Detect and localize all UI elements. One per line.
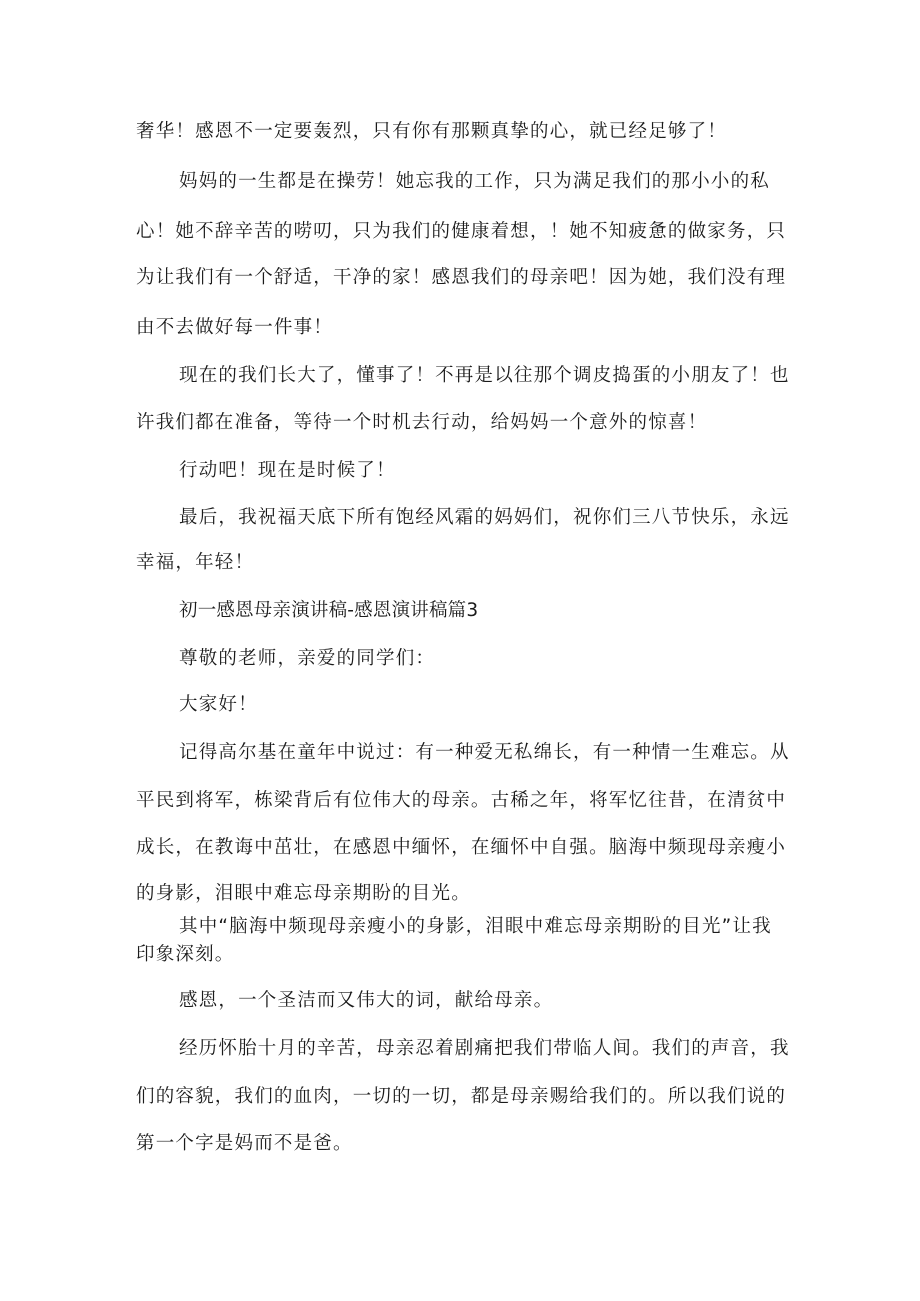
paragraph-line: 平民到将军，栋梁背后有位伟大的母亲。古稀之年，将军忆往昔，在清贫中 — [136, 790, 787, 811]
paragraph-line: 们的容貌，我们的血肉，一切的一切，都是母亲赐给我们的。所以我们说的 — [136, 1086, 787, 1107]
paragraph-line: 的身影，泪眼中难忘母亲期盼的目光。 — [136, 883, 471, 904]
paragraph-line: 心！她不辞辛苦的唠叨，只为我们的健康着想，！她不知疲惫的做家务，只 — [136, 221, 787, 242]
greeting: 大家好！ — [179, 694, 258, 715]
paragraph-line: 由不去做好每一件事！ — [136, 317, 334, 338]
paragraph-line: 经历怀胎十月的辛苦，母亲忍着剧痛把我们带临人间。我们的声音，我 — [179, 1038, 790, 1059]
paragraph-line: 奢华！感恩不一定要轰烈，只有你有那颗真挚的心，就已经足够了！ — [136, 121, 728, 142]
paragraph-line: 其中“脑海中频现母亲瘦小的身影，泪眼中难忘母亲期盼的目光”让我 — [179, 916, 772, 937]
paragraph-line: 为让我们有一个舒适，干净的家！感恩我们的母亲吧！因为她，我们没有理 — [136, 267, 787, 288]
paragraph-line: 印象深刻。 — [136, 944, 235, 965]
paragraph-line: 感恩，一个圣洁而又伟大的词，献给母亲。 — [179, 990, 554, 1011]
paragraph-line: 记得高尔基在童年中说过：有一种爱无私绵长，有一种情一生难忘。从 — [179, 742, 790, 763]
paragraph-line: 许我们都在准备，等待一个时机去行动，给妈妈一个意外的惊喜！ — [136, 412, 708, 433]
section-heading: 初一感恩母亲演讲稿-感恩演讲稿篇3 — [179, 600, 479, 621]
paragraph-line: 成长，在教诲中茁壮，在感恩中缅怀，在缅怀中自强。脑海中频现母亲瘦小 — [136, 837, 787, 858]
paragraph-line: 幸福，年轻！ — [136, 552, 255, 573]
paragraph-line: 现在的我们长大了，懂事了！不再是以往那个调皮捣蛋的小朋友了！也 — [179, 365, 790, 386]
paragraph-line: 行动吧！现在是时候了！ — [179, 460, 396, 481]
paragraph-line: 妈妈的一生都是在操劳！她忘我的工作，只为满足我们的那小小的私 — [179, 171, 771, 192]
salutation: 尊敬的老师，亲爱的同学们： — [179, 648, 436, 669]
paragraph-line: 第一个字是妈而不是爸。 — [136, 1133, 353, 1154]
paragraph-line: 最后，我祝福天底下所有饱经风霜的妈妈们，祝你们三八节快乐，永远 — [179, 507, 790, 528]
